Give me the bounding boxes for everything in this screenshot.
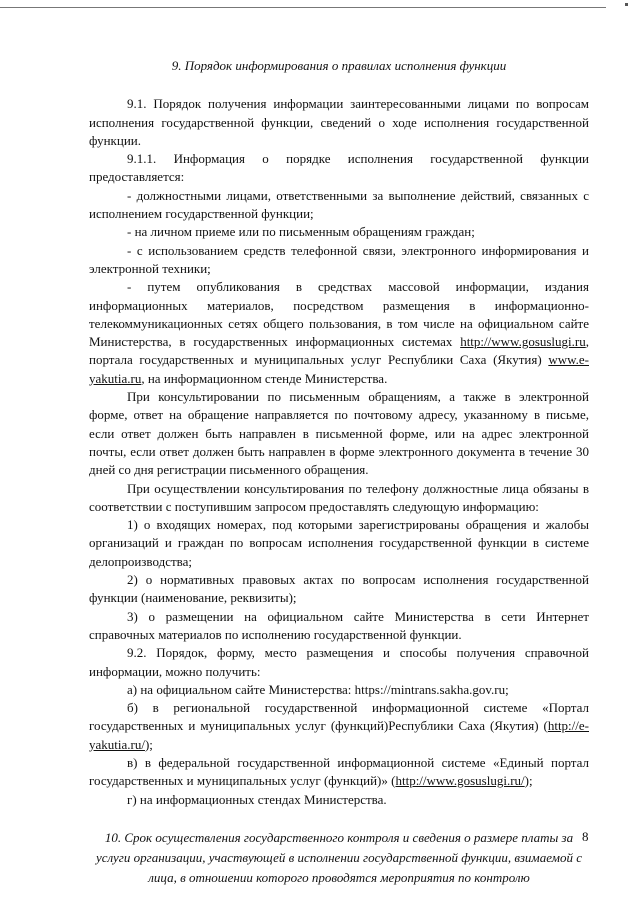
paragraph-9-2-g: г) на информационных стендах Министерства.	[127, 791, 387, 807]
paragraph-9-2-b	[89, 699, 589, 754]
phone-item-3: 3) о размещении на официальном сайте Министерства в сети Интернет справочных материалов по исполнению государственной функции.	[89, 608, 589, 642]
list-item-telephone: - с использованием средств телефонной связи, электронного информирования и электронной техники;	[89, 242, 589, 276]
gosuslugi-url-link[interactable]: http://www.gosuslugi.ru/	[395, 773, 525, 789]
list-item-personal-reception: - на личном приеме или по письменным обращениям граждан;	[127, 224, 475, 240]
scan-corner-mark	[625, 3, 628, 6]
list-item-media	[89, 278, 589, 388]
phone-item-2: 2) о нормативных правовых актах по вопросам исполнения государственной функции (наименование, реквизиты);	[89, 572, 589, 606]
e-yakutia-link[interactable]: www.e-yakutia.ru	[89, 352, 589, 386]
document-page	[89, 57, 589, 888]
p92b-text: б) в региональной государственной информационной системе «Портал государственных и муниципальных услуг (функций)Республики Саха (Якутия) (	[89, 700, 589, 734]
gosuslugi-link[interactable]: http://www.gosuslugi.ru	[460, 334, 586, 350]
media-text-3: , на информационном стенде Министерства.	[141, 370, 388, 386]
section-10-heading: 10. Срок осуществления государственного контроля и сведения о размере платы за услуги организации, участвующей в исполнении государственной функции, взимаемой с лица, в отношении которого проводятся мероприятия по контролю	[96, 829, 582, 885]
paragraph-9-2: 9.2. Порядок, форму, место размещения и способы получения справочной информации, можно получить:	[89, 645, 589, 679]
page-number: 8	[582, 829, 589, 844]
media-text-2: , портала государственных и муниципальных услуг Республики Саха (Якутия)	[89, 334, 589, 368]
paragraph-9-1: 9.1. Порядок получения информации заинтересованными лицами по вопросам исполнения государственной функции, сведений о ходе исполнения государственной функции.	[89, 96, 589, 148]
paragraph-written-consultation: При консультировании по письменным обращениям, а также в электронной форме, ответ на обращение направляется по почтовому адресу, указанному в письме, если ответ должен быть направлен в письменной форме, или на адрес электронной почты, если ответ должен быть направлен в форме электронного документа в течение 30 дней со дня регистрации письменного обращения.	[89, 389, 589, 478]
scan-top-line	[0, 7, 606, 8]
e-yakutia-url-link[interactable]: http://e-yakutia.ru/	[89, 718, 589, 752]
p92v-text: в) в федеральной государственной информационной системе «Единый портал государственных и муниципальных услуг (функций)» (	[89, 754, 589, 789]
paragraph-9-2-a: а) на официальном сайте Министерства: https://mintrans.sakha.gov.ru;	[127, 681, 509, 697]
paragraph-9-2-v	[89, 754, 589, 791]
paragraph-9-1-1: 9.1.1. Информация о порядке исполнения государственной функции предоставляется:	[89, 151, 589, 185]
phone-item-1: 1) о входящих номерах, под которыми зарегистрированы обращения и жалобы организаций и граждан по вопросам исполнения государственной функции в системе делопроизводства;	[89, 517, 589, 569]
section-9-heading: 9. Порядок информирования о правилах исполнения функции	[171, 58, 507, 73]
media-text-1: - путем опубликования в средствах массовой информации, издания информационных материалов, посредством размещения в информационно-телекоммуникационных сетях общего пользования, в том числе на официальном сайте Министерства, в государственных информационных системах	[89, 279, 589, 350]
list-item-officials: - должностными лицами, ответственными за выполнение действий, связанных с исполнением государственной функции;	[89, 187, 589, 222]
paragraph-phone-consultation: При осуществлении консультирования по телефону должностные лица обязаны в соответствии с поступившим запросом предоставлять следующую информацию:	[89, 480, 589, 514]
p92v-tail: );	[524, 773, 533, 789]
p92b-tail: );	[144, 736, 153, 752]
